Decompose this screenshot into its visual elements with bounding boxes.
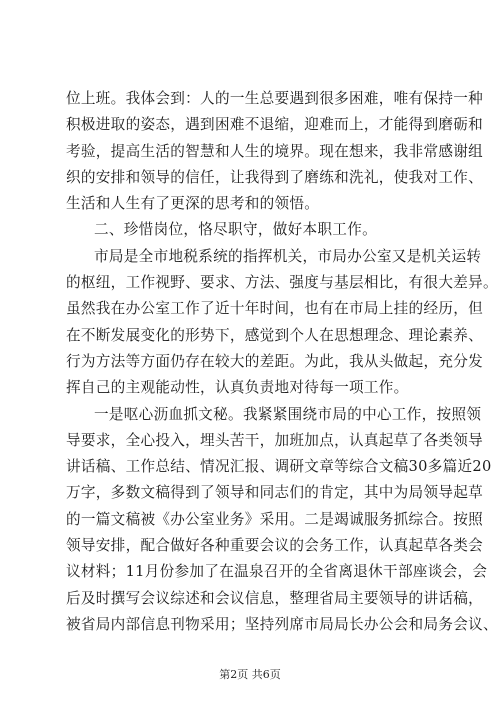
text-line: 领导安排，配合做好各种重要会议的会务工作，认真起草各类会 — [66, 537, 484, 555]
text-line: 虽然我在办公室工作了近十年时间，也有在市局上挂的经历，但 — [66, 300, 484, 318]
text-line: 位上班。我体会到：人的一生总要遇到很多困难，唯有保持一种 — [66, 90, 484, 107]
text-line: 导要求，全心投入，埋头苦干，加班加点，认真起草了各类领导 — [66, 431, 484, 449]
text-line: 二、珍惜岗位，恪尽职守，做好本职工作。 — [94, 221, 377, 239]
text-line: 考验，提高生活的智慧和人生的境界。现在想来，我非常感谢组 — [66, 142, 484, 160]
text-line: 积极进取的姿态，遇到困难不退缩，迎难而上，才能得到磨砺和 — [66, 116, 484, 134]
text-line: 行为方法等方面仍存在较大的差距。为此，我从头做起，充分发 — [66, 352, 484, 370]
text-line: 后及时撰写会议综述和会议信息，整理省局主要领导的讲话稿， — [66, 589, 484, 607]
text-line: 讲话稿、工作总结、情况汇报、调研文章等综合文稿30多篇近20 — [66, 458, 492, 476]
text-line: 织的安排和领导的信任，让我得到了磨练和洗礼，使我对工作、 — [66, 168, 484, 186]
text-line: 一是呕心沥血抓文秘。我紧紧围绕市局的中心工作，按照领 — [94, 405, 482, 423]
text-line: 市局是全市地税系统的指挥机关，市局办公室又是机关运转 — [94, 247, 482, 265]
text-line: 万字，多数文稿得到了领导和同志们的肯定，其中为局领导起草 — [66, 484, 484, 502]
text-line: 的一篇文稿被《办公室业务》采用。二是竭诚服务抓综合。按照 — [66, 510, 484, 528]
page-footer: 第2页 共6页 — [219, 668, 281, 681]
text-line: 挥自己的主观能动性，认真负责地对待每一项工作。 — [66, 379, 409, 397]
document-body — [66, 86, 498, 638]
text-line: 生活和人生有了更深的思考和的领悟。 — [66, 195, 320, 213]
text-line: 议材料；11月份参加了在温泉召开的全省离退休干部座谈会，会 — [66, 563, 488, 581]
text-line: 被省局内部信息刊物采用；坚持列席市局局长办公会和局务会议、 — [66, 615, 498, 633]
text-line: 的枢纽，工作视野、要求、方法、强度与基层相比，有很大差异。 — [66, 274, 498, 292]
text-line: 在不断发展变化的形势下，感觉到个人在思想理念、理论素养、 — [66, 326, 484, 344]
